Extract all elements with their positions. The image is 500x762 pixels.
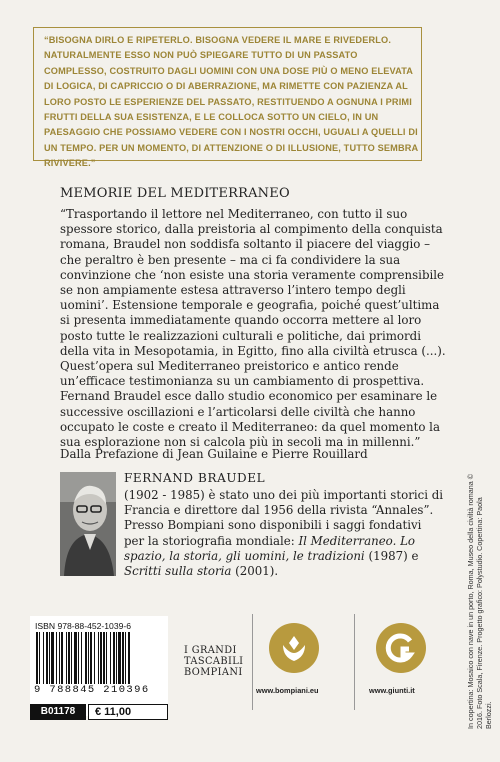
cover-quote: “BISOGNA DIRLO E RIPETERLO. BISOGNA VEDERE IL MARE E RIVEDERLO. NATURALMENTE ESSO NON PUÒ SPIEGARE TUTTO DI UN PASSATO COMPLESSO, COSTRUITO DAGLI UOMINI CON UNA DOSE PIÙ O MENO ELEVATA DI LOGICA, DI CAPRICCIO O DI ABERRAZIONE, MA RIMETTE CON PAZIENZA AL LORO POSTO LE ESPERIENZE DEL PASSATO, RESTITUENDO A OGNUNA I PRIMI FRUTTI DELLA SUA ESISTENZA, E LE COLLOCA SOTTO UN CIELO, IN UN PAESAGGIO CHE POSSIAMO VEDERE CON I NOSTRI OCCHI, UGUALI A QUELLI DI UN TEMPO. PER UN MOMENTO, DI ATTENZIONE O DI ILLUSIONE, TUTTO SEMBRA RIVIVERE.” [44,35,418,169]
barcode-block [30,616,168,716]
author-name: FERNAND BRAUDEL [124,471,266,485]
ean-number: 9 788845 210396 [34,684,150,696]
product-code: B01178 [30,704,86,720]
blurb-text: “Trasportando il lettore nel Mediterraneo, con tutto il suo spessore storico, dalla preistoria al compimento della conquista romana, Braudel non soddisfa soltanto il piacere del viaggio – che peraltro è ben presente – ma ci fa condividere la sua convinzione che ‘non esiste una storia veramente comprensibile se non ampiamente estesa attraverso l’intero tempo degli uomini’. Estensione temporale e geografia, poiché quest’ultima si presenta immediatamente quando occorra mettere al loro posto tutte le realizzazioni culturali e politiche, dai primordi della vita in Mesopotamia, in Egitto, fino alla civiltà etrusca (...). Quest’opera sul Mediterraneo preistorico e antico rende un’efficace testimonianza su un cambiamento di prospettiva. Fernand Braudel esce dallo studio economico per esaminare le successive oscillazioni e l’articolarsi delle civiltà che hanno occupato le coste e creato il Mediterraneo: da quel momento la sua esplorazione non si calcola più in secoli ma in millenni.” [60,207,446,450]
bompiani-url: www.bompiani.eu [256,686,319,695]
cover-credits: In copertina: Mosaico con nave in un porto, Roma, Museo della civiltà romana © 2016. Foto Scala, Firenze. Progetto grafico: Polystudio. Copertina: Paola Berlozzi. [466,474,493,729]
preface-credit: Dalla Prefazione di Jean Guilaine e Pierre Rouillard [60,447,368,461]
series-name: I GRANDI TASCABILI BOMPIANI [184,645,244,678]
giunti-logo-icon [376,623,426,673]
author-portrait [60,472,116,576]
divider [354,614,355,710]
divider [252,614,253,710]
section-title: MEMORIE DEL MEDITERRANEO [60,186,290,201]
isbn-label: ISBN 978-88-452-1039-6 [35,621,132,631]
barcode-icon [34,632,164,684]
bompiani-logo-icon [269,623,319,673]
price: € 11,00 [88,704,168,720]
author-bio: (1902 - 1985) è stato uno dei più importanti storici di Francia e direttore dal 1956 della rivista “Annales”. Presso Bompiani sono disponibili i saggi fondativi per la storiografia mondiale: Il Mediterraneo. Lo spazio, la storia, gli uomini, le tradizioni (1987) e Scritti sulla storia (2001). [124,488,444,579]
giunti-url: www.giunti.it [369,686,415,695]
